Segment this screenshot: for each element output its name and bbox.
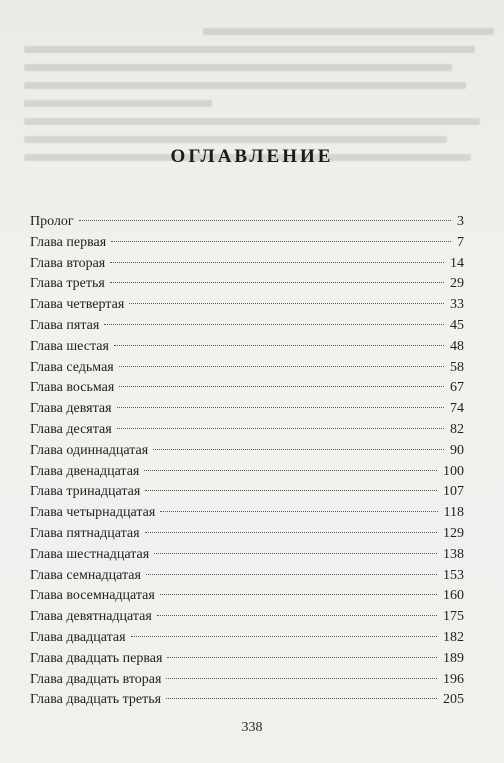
toc-entry-page: 82 (450, 421, 464, 437)
dot-leader (114, 345, 444, 346)
dot-leader (144, 470, 437, 471)
toc-entry-page: 14 (450, 255, 464, 271)
toc-entry-page: 48 (450, 338, 464, 354)
toc-entry-title: Глава двадцать вторая (30, 671, 162, 687)
toc-entry-page: 58 (450, 359, 464, 375)
dot-leader (119, 386, 444, 387)
toc-entry[interactable] (30, 337, 464, 358)
toc-entry-page: 182 (443, 629, 464, 645)
toc-entry-page: 3 (457, 214, 464, 229)
toc-entry-title: Глава двенадцатая (30, 463, 140, 479)
toc-entry-page: 118 (443, 505, 464, 521)
toc-entry[interactable] (30, 212, 464, 233)
toc-entry[interactable] (30, 586, 464, 607)
toc-entry[interactable] (30, 462, 464, 483)
toc-entry[interactable] (30, 628, 464, 649)
dot-leader (167, 657, 437, 658)
toc-entry[interactable] (30, 607, 464, 628)
toc-entry-title: Глава девятая (30, 401, 112, 417)
toc-entry-page: 107 (443, 484, 464, 500)
toc-entry-page: 153 (443, 567, 464, 583)
toc-entry-page: 33 (450, 297, 464, 313)
dot-leader (117, 428, 444, 429)
toc-entry[interactable] (30, 566, 464, 587)
toc-entry[interactable] (30, 358, 464, 379)
toc-entry[interactable] (30, 420, 464, 441)
toc-entry[interactable] (30, 503, 464, 524)
toc-entry-page: 189 (443, 650, 464, 666)
toc-entry-page: 100 (443, 463, 464, 479)
toc-entry-page: 29 (450, 276, 464, 292)
toc-entry-title: Глава третья (30, 276, 105, 292)
toc-entry-page: 160 (443, 588, 464, 604)
toc-entry[interactable] (30, 524, 464, 545)
dot-leader (131, 636, 437, 637)
toc-entry[interactable] (30, 482, 464, 503)
dot-leader (145, 532, 437, 533)
dot-leader (146, 574, 437, 575)
toc-entry-title: Глава девятнадцатая (30, 609, 152, 625)
toc-entry-title: Глава одиннадцатая (30, 442, 149, 458)
toc-entry[interactable] (30, 254, 464, 275)
toc-entry[interactable] (30, 545, 464, 566)
toc-entry-page: 138 (443, 546, 464, 562)
toc-entry-title: Глава четырнадцатая (30, 505, 156, 521)
toc-entry[interactable] (30, 295, 464, 316)
toc-entry-title: Глава семнадцатая (30, 567, 141, 583)
page-title: ОГЛАВЛЕНИЕ (170, 146, 334, 167)
toc-entry-page: 205 (443, 692, 464, 708)
dot-leader (160, 511, 437, 512)
dot-leader (119, 366, 444, 367)
dot-leader (104, 324, 444, 325)
toc-entry-page: 45 (450, 317, 464, 333)
dot-leader (160, 594, 437, 595)
toc-entry-title: Глава двадцатая (30, 629, 126, 645)
toc-entry-page: 90 (450, 442, 464, 458)
toc-entry-title: Глава четвертая (30, 297, 125, 313)
toc-entry-page: 175 (443, 609, 464, 625)
dot-leader (111, 241, 451, 242)
dot-leader (157, 615, 437, 616)
toc-entry-title: Глава шестнадцатая (30, 546, 150, 562)
toc-entry-page: 74 (450, 401, 464, 417)
toc-entry-title: Глава седьмая (30, 359, 114, 375)
page-number: 338 (241, 720, 263, 735)
toc-entry-title: Глава пятнадцатая (30, 525, 140, 541)
toc-entry-title: Глава шестая (30, 338, 109, 354)
toc-entry[interactable] (30, 316, 464, 337)
toc-entry-title: Глава десятая (30, 421, 112, 437)
toc-entry-title: Глава восьмая (30, 380, 115, 396)
toc-entry[interactable] (30, 399, 464, 420)
toc-entry-page: 129 (443, 525, 464, 541)
toc-entry[interactable] (30, 274, 464, 295)
toc-entry[interactable] (30, 690, 464, 711)
toc-entry-title: Глава вторая (30, 255, 106, 271)
toc-entry-title: Глава восемнадцатая (30, 588, 155, 604)
dot-leader (166, 678, 437, 679)
toc-entry-title: Пролог (30, 214, 74, 229)
dot-leader (166, 698, 437, 699)
dot-leader (110, 262, 444, 263)
toc-entry-title: Глава двадцать первая (30, 650, 163, 666)
toc-entry[interactable] (30, 670, 464, 691)
dot-leader (154, 553, 437, 554)
toc-entry-title: Глава тринадцатая (30, 484, 141, 500)
dot-leader (79, 220, 451, 221)
toc-entry-title: Глава двадцать третья (30, 692, 162, 708)
toc-entry-page: 7 (457, 234, 464, 250)
toc-entry[interactable] (30, 441, 464, 462)
toc-entry-title: Глава пятая (30, 317, 100, 333)
toc-entry[interactable] (30, 233, 464, 254)
toc-entry[interactable] (30, 649, 464, 670)
dot-leader (145, 490, 437, 491)
toc-entry-page: 196 (443, 671, 464, 687)
table-of-contents (30, 212, 464, 711)
dot-leader (153, 449, 444, 450)
toc-entry[interactable] (30, 378, 464, 399)
dot-leader (110, 282, 444, 283)
dot-leader (129, 303, 444, 304)
dot-leader (117, 407, 444, 408)
toc-entry-title: Глава первая (30, 234, 107, 250)
toc-entry-page: 67 (450, 380, 464, 396)
